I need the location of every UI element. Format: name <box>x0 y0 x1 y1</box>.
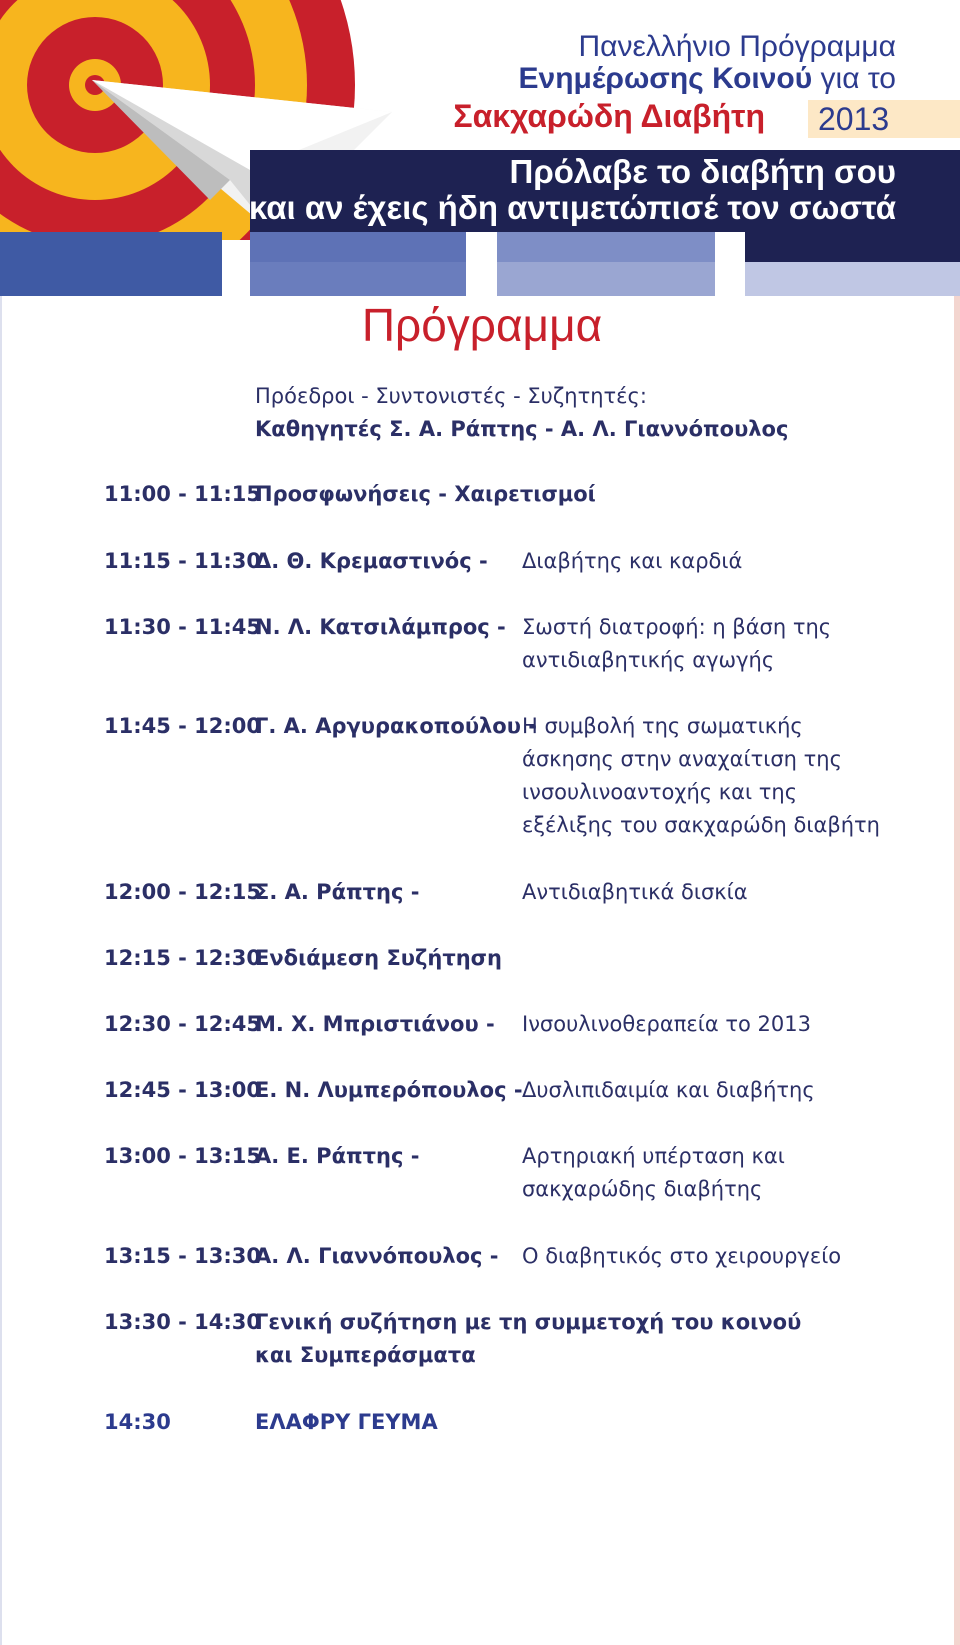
org-title-line2-bold: Ενημέρωσης Κοινού <box>518 62 813 95</box>
session-time: 13:00 - 13:15 <box>104 1144 262 1168</box>
session-title: Προσφωνήσεις - Χαιρετισμοί <box>255 482 596 506</box>
session-speaker: Α. Ε. Ράπτης - <box>255 1144 420 1168</box>
session-speaker: Ε. Ν. Λυμπερόπουλος - <box>255 1078 523 1102</box>
session-speaker: Ν. Λ. Κατσιλάμπρος - <box>255 615 506 639</box>
org-title-line1: Πανελλήνιο Πρόγραμμα <box>578 30 896 63</box>
session-time: 13:30 - 14:30 <box>104 1310 262 1334</box>
chairs-names: Καθηγητές Σ. Α. Ράπτης - Α. Λ. Γιαννόπουλος <box>255 417 789 441</box>
session-time: 12:00 - 12:15 <box>104 880 262 904</box>
session-time: 14:30 <box>104 1410 171 1434</box>
slogan-line1: Πρόλαβε το διαβήτη σου <box>509 153 896 190</box>
org-title-line2 <box>519 64 897 94</box>
session-topic: Ινσουλινοθεραπεία το 2013 <box>522 1012 811 1036</box>
session-speaker: Δ. Θ. Κρεμαστινός - <box>255 549 488 573</box>
session-topic: Ο διαβητικός στο χειρουργείο <box>522 1244 842 1268</box>
header-bar-2-lower <box>250 262 466 296</box>
header-banner <box>0 0 960 296</box>
header-bar-4 <box>745 262 960 296</box>
session-speaker: Γ. Α. Αργυρακοπούλου - <box>255 714 537 738</box>
org-title-line2-rest: για το <box>812 62 896 95</box>
year-badge: 2013 <box>808 100 960 138</box>
session-time: 12:15 - 12:30 <box>104 946 262 970</box>
org-title-line3: Σακχαρώδη Διαβήτη <box>453 98 765 134</box>
session-title: ΕΛΑΦΡΥ ΓΕΥΜΑ <box>255 1410 438 1434</box>
right-edge-stripe <box>954 295 960 1645</box>
session-topic: Αντιδιαβητικά δισκία <box>522 880 748 904</box>
slogan-line2: και αν έχεις ήδη αντιμετώπισέ τον σωστά <box>248 189 896 226</box>
session-time: 12:30 - 12:45 <box>104 1012 262 1036</box>
session-speaker: Μ. Χ. Μπριστιάνου - <box>255 1012 495 1036</box>
session-topic: Η συμβολή της σωματικής άσκησης στην αναχαίτιση της ινσουλινοαντοχής και της εξέλιξης του σακχαρώδη διαβήτη <box>522 714 880 837</box>
session-title: Ενδιάμεση Συζήτηση <box>255 946 502 970</box>
session-topic: Αρτηριακή υπέρταση και σακχαρώδης διαβήτης <box>522 1144 785 1201</box>
chairs-label: Πρόεδροι - Συντονιστές - Συζητητές: <box>255 384 647 408</box>
session-time: 12:45 - 13:00 <box>104 1078 262 1102</box>
header-bar-3-lower <box>497 262 715 296</box>
session-speaker: Σ. Α. Ράπτης - <box>255 880 420 904</box>
session-topic: Δυσλιπιδαιμία και διαβήτης <box>522 1078 815 1102</box>
header-bar-1 <box>0 232 222 296</box>
program-title <box>0 299 960 351</box>
header-bar-4-top <box>745 232 960 262</box>
session-time: 13:15 - 13:30 <box>104 1244 262 1268</box>
session-title: Γενική συζήτηση με τη συμμετοχή του κοινού και Συμπεράσματα <box>255 1310 802 1367</box>
session-topic: Διαβήτης και καρδιά <box>522 549 743 573</box>
left-edge-line <box>0 295 2 1645</box>
session-time: 11:15 - 11:30 <box>104 549 262 573</box>
program-title-text: Πρόγραμμα <box>361 299 603 351</box>
session-topic: Σωστή διατροφή: η βάση της αντιδιαβητικής αγωγής <box>522 615 832 672</box>
session-speaker: Α. Λ. Γιαννόπουλος - <box>255 1244 499 1268</box>
session-time: 11:30 - 11:45 <box>104 615 262 639</box>
session-time: 11:45 - 12:00 <box>104 714 262 738</box>
session-time: 11:00 - 11:15 <box>104 482 262 506</box>
